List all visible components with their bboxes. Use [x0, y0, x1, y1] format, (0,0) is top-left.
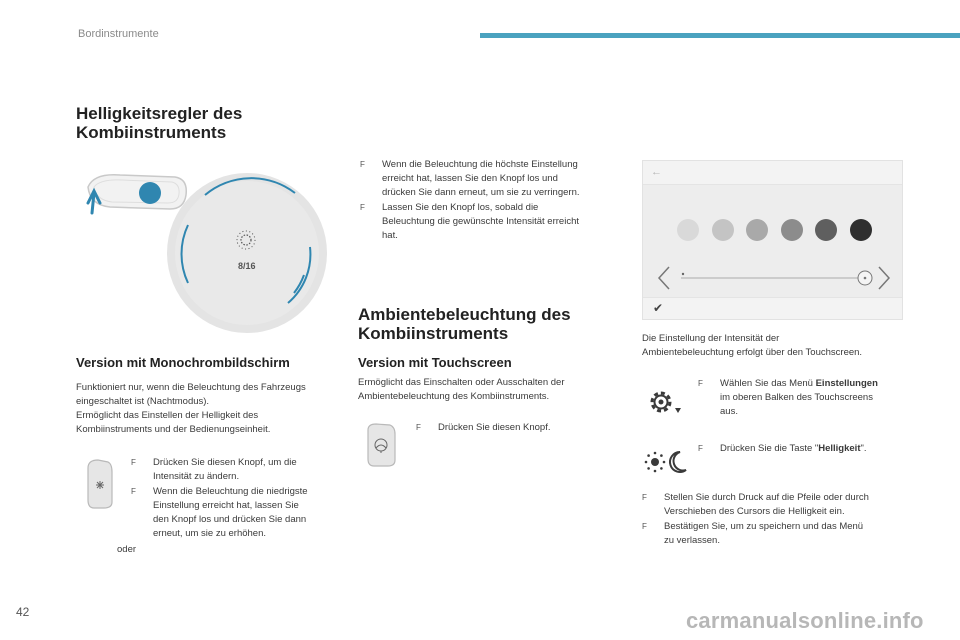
text-line: Drücken Sie die Taste "	[720, 443, 819, 454]
section-title-line: Helligkeitsregler des	[76, 104, 243, 123]
text-line: hat.	[382, 230, 398, 241]
screen-bottom-bar	[643, 297, 902, 319]
text-line: Beleuchtung die gewünschte Intensität erreicht	[382, 216, 579, 227]
dial-value-readout: 8/16	[238, 261, 256, 271]
text-line: Die Einstellung der Intensität der	[642, 333, 780, 344]
text-line: ".	[860, 443, 867, 454]
ambient-knob-icon	[364, 422, 398, 468]
subtitle-touchscreen: Version mit Touchscreen	[358, 355, 512, 370]
text-line: drücken Sie dann erneut, um sie zu verringern.	[382, 187, 580, 198]
section-title-ambient	[358, 305, 571, 343]
text-line: erreicht hat, lassen Sie den Knopf los und	[382, 173, 558, 184]
text-line: Intensität zu ändern.	[153, 471, 240, 482]
bullet-marker: F	[360, 160, 365, 169]
bullet-lowest-setting	[131, 485, 341, 541]
text-line: Ermöglicht das Einschalten oder Ausschalten der	[358, 377, 565, 388]
decrease-arrow-icon	[659, 267, 669, 289]
text-line: Wählen Sie das Menü	[720, 378, 816, 389]
bullet-confirm-exit	[642, 520, 912, 548]
increase-arrow-icon	[879, 267, 889, 289]
text-line: Wenn die Beleuchtung die niedrigste	[153, 486, 308, 497]
text-line: Drücken Sie diesen Knopf, um die	[153, 457, 297, 468]
text-line: den Knopf los und drücken Sie dann	[153, 514, 307, 525]
bullet-highest-setting	[360, 158, 610, 200]
touchscreen-brightness-screen	[642, 160, 903, 320]
text-bold: Helligkeit	[818, 443, 861, 454]
text-bold: Einstellungen	[815, 378, 878, 389]
bullet-change-intensity	[131, 456, 341, 484]
text-line: Ambientebeleuchtung des Kombiinstruments.	[358, 391, 550, 402]
bullet-select-settings-menu	[698, 377, 908, 419]
section-title-line: Ambientebeleuchtung des	[358, 305, 571, 324]
brightness-swatch	[677, 219, 699, 241]
brightness-dial-illustration	[80, 165, 330, 340]
bullet-marker: F	[131, 458, 136, 467]
running-header: Bordinstrumente	[78, 28, 159, 40]
text-line: Bestätigen Sie, um zu speichern und das Menü	[664, 521, 864, 532]
brightness-swatch	[850, 219, 872, 241]
section-title-line: Kombiinstruments	[76, 123, 227, 142]
touchscreen-setting-intro	[642, 332, 912, 360]
back-arrow-icon: ←	[651, 166, 662, 178]
text-line: Ermöglicht das Einstellen der Helligkeit des	[76, 410, 259, 421]
brightness-slider	[643, 261, 904, 297]
text-line: im oberen Balken des Touchscreens	[720, 392, 873, 403]
text-line: zu verlassen.	[664, 535, 720, 546]
brightness-swatch	[781, 219, 803, 241]
bullet-press-button	[416, 421, 616, 435]
text-line: Stellen Sie durch Druck auf die Pfeile oder durch	[664, 492, 869, 503]
confirm-check-icon: ✔	[653, 301, 664, 315]
text-line: eingeschaltet ist (Nachtmodus).	[76, 396, 210, 407]
text-line: Drücken Sie diesen Knopf.	[438, 422, 551, 433]
bullet-marker: F	[360, 203, 365, 212]
text-line: Lassen Sie den Knopf los, sobald die	[382, 202, 539, 213]
instrument-cluster-icon	[80, 165, 330, 340]
section-title-brightness	[76, 104, 242, 142]
text-line: Verschieben des Cursors die Helligkeit ein.	[664, 506, 845, 517]
settings-gear-icon	[646, 386, 684, 418]
touchscreen-intro	[358, 376, 618, 404]
text-line: aus.	[720, 406, 738, 417]
text-line: Wenn die Beleuchtung die höchste Einstellung	[382, 159, 578, 170]
text-line: Kombiinstruments und der Bedienungseinheit.	[76, 424, 271, 435]
screen-top-bar	[643, 161, 902, 185]
text-line: Einstellung erreicht hat, lassen Sie	[153, 500, 299, 511]
text-line: Ambientebeleuchtung erfolgt über den Touchscreen.	[642, 347, 863, 358]
brightness-sun-moon-icon	[642, 447, 690, 477]
bullet-marker: F	[131, 487, 136, 496]
bullet-adjust-brightness	[642, 491, 912, 519]
monochrome-intro	[76, 381, 346, 437]
brightness-swatch	[815, 219, 837, 241]
header-accent-bar	[480, 33, 960, 38]
text-line: erneut, um sie zu erhöhen.	[153, 528, 267, 539]
brightness-swatch	[746, 219, 768, 241]
bullet-marker: F	[642, 493, 647, 502]
bullet-release-knob	[360, 201, 610, 243]
bullet-marker: F	[642, 522, 647, 531]
oder-label: oder	[117, 544, 137, 555]
text-line: Funktioniert nur, wenn die Beleuchtung des Fahrzeugs	[76, 382, 306, 393]
dashboard-knob-icon	[84, 458, 114, 510]
subtitle-monochrome: Version mit Monochrombildschirm	[76, 355, 290, 370]
bullet-press-brightness	[698, 442, 908, 456]
bullet-marker: F	[698, 444, 703, 453]
bullet-marker: F	[698, 379, 703, 388]
watermark: carmanualsonline.info	[686, 608, 924, 633]
bullet-marker: F	[416, 423, 421, 432]
page-number: 42	[16, 605, 30, 619]
brightness-swatch	[712, 219, 734, 241]
section-title-line: Kombiinstruments	[358, 324, 509, 343]
